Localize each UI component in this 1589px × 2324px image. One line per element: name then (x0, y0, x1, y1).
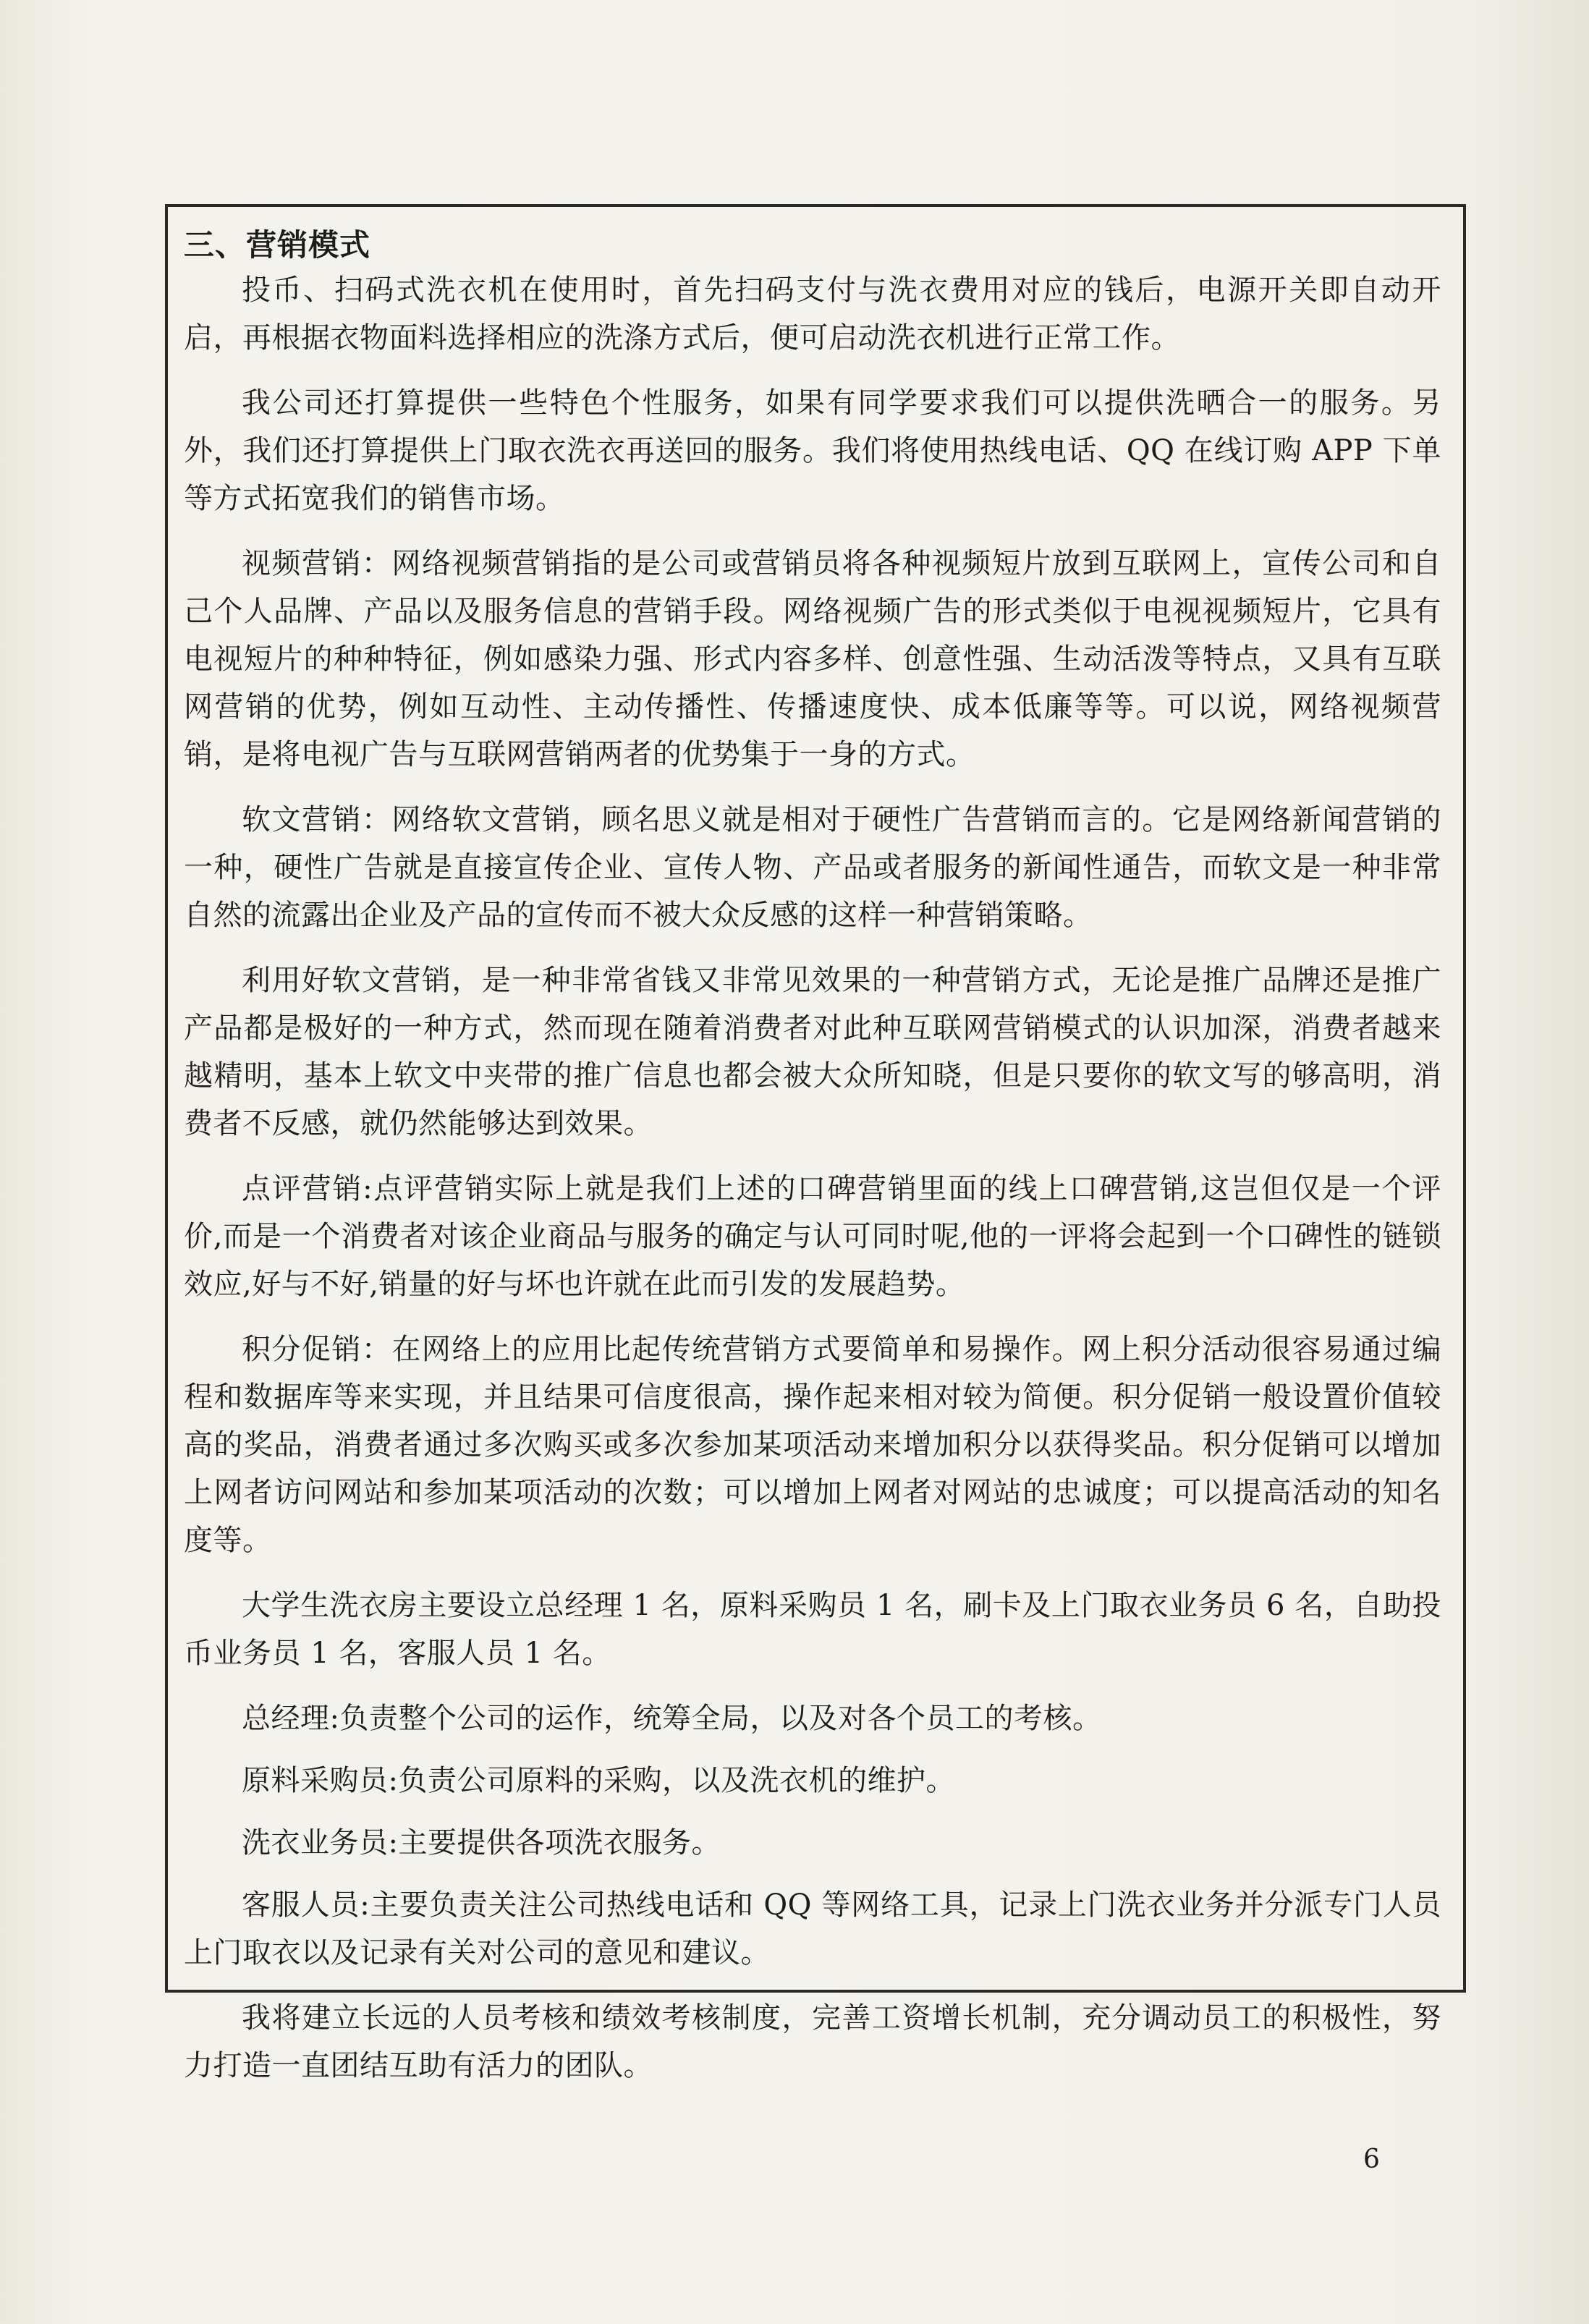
paragraph-staffing: 大学生洗衣房主要设立总经理 1 名，原料采购员 1 名，刷卡及上门取衣业务员 6 名，自助投币业务员 1 名，客服人员 1 名。 (184, 1589, 1441, 1670)
paragraph-video-marketing: 视频营销：网络视频营销指的是公司或营销员将各种视频短片放到互联网上，宣传公司和自己个人品牌、产品以及服务信息的营销手段。网络视频广告的形式类似于电视视频短片，它具有电视短片的种种特征，例如感染力强、形式内容多样、创意性强、生动活泼等特点，又具有互联网营销的优势，例如互动性、主动传播性、传播速度快、成本低廉等等。可以说，网络视频营销，是将电视广告与互联网营销两者的优势集于一身的方式。 (184, 547, 1441, 771)
paragraph-purchaser: 原料采购员:负责公司原料的采购，以及洗衣机的维护。 (242, 1764, 955, 1797)
paragraph-special-services: 我公司还打算提供一些特色个性服务，如果有同学要求我们可以提供洗晒合一的服务。另外，我们还打算提供上门取衣洗衣再送回的服务。我们将使用热线电话、QQ 在线订购 APP 下单等方式拓宽我们的销售市场。 (184, 386, 1441, 515)
section-heading: 三、营销模式 (184, 227, 371, 263)
paragraph-soft-article-marketing: 软文营销：网络软文营销，顾名思义就是相对于硬性广告营销而言的。它是网络新闻营销的一种，硬性广告就是直接宣传企业、宣传人物、产品或者服务的新闻性通告，而软文是一种非常自然的流露出企业及产品的宣传而不被大众反感的这样一种营销策略。 (184, 803, 1441, 932)
paragraph-laundry-staff: 洗衣业务员:主要提供各项洗衣服务。 (242, 1826, 721, 1859)
content-frame (165, 204, 1466, 2082)
paragraph-review-marketing: 点评营销:点评营销实际上就是我们上述的口碑营销里面的线上口碑营销,这岂但仅是一个评价,而是一个消费者对该企业商品与服务的确定与认可同时呢,他的一评将会起到一个口碑性的链锁效应,好与不好,销量的好与坏也许就在此而引发的发展趋势。 (184, 1172, 1441, 1301)
paragraph-assessment-system: 我将建立长远的人员考核和绩效考核制度，完善工资增长机制，充分调动员工的积极性，努力打造一直团结互助有活力的团队。 (184, 2001, 1441, 2082)
paragraph-payment-operation: 投币、扫码式洗衣机在使用时，首先扫码支付与洗衣费用对应的钱后，电源开关即自动开启，再根据衣物面料选择相应的洗涤方式后，便可启动洗衣机进行正常工作。 (184, 273, 1441, 355)
paragraph-customer-service: 客服人员:主要负责关注公司热线电话和 QQ 等网络工具，记录上门洗衣业务并分派专门人员上门取衣以及记录有关对公司的意见和建议。 (184, 1888, 1441, 1969)
paragraph-general-manager: 总经理:负责整个公司的运作，统筹全局，以及对各个员工的考核。 (242, 1702, 1102, 1735)
page-number: 6 (1363, 2145, 1380, 2174)
paragraph-soft-article-usage: 利用好软文营销，是一种非常省钱又非常见效果的一种营销方式，无论是推广品牌还是推广产品都是极好的一种方式，然而现在随着消费者对此种互联网营销模式的认识加深，消费者越来越精明，基本上软文中夹带的推广信息也都会被大众所知晓，但是只要你的软文写的够高明，消费者不反感，就仍然能够达到效果。 (184, 964, 1441, 1140)
paragraph-points-promotion: 积分促销：在网络上的应用比起传统营销方式要简单和易操作。网上积分活动很容易通过编程和数据库等来实现，并且结果可信度很高，操作起来相对较为简便。积分促销一般设置价值较高的奖品，消费者通过多次购买或多次参加某项活动来增加积分以获得奖品。积分促销可以增加上网者访问网站和参加某项活动的次数；可以增加上网者对网站的忠诚度；可以提高活动的知名度等。 (184, 1333, 1441, 1557)
